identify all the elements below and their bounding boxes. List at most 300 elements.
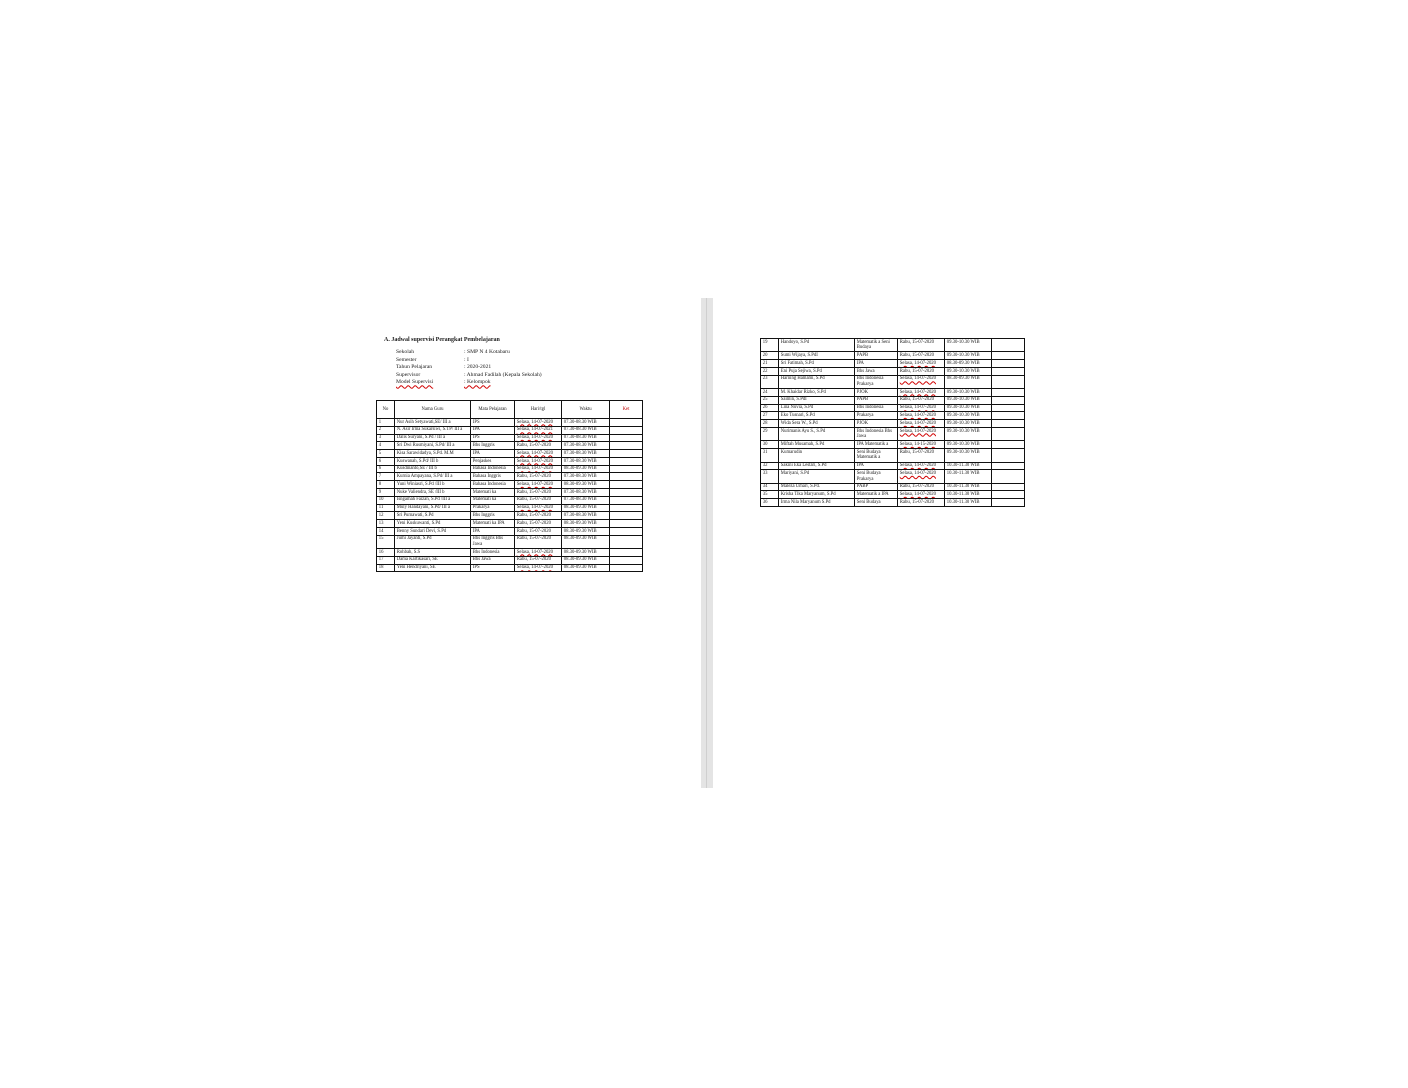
table-row	[377, 512, 643, 520]
table-row	[761, 412, 1025, 420]
table-row	[761, 420, 1025, 428]
cell-mapel-text: Matematik a IPA	[856, 492, 889, 498]
cell-nama-text: Rohbah, S.S	[396, 549, 421, 555]
cell-waktu	[945, 462, 992, 470]
cell-mapel	[471, 564, 515, 572]
cell-no-text: 19	[762, 339, 768, 345]
cell-hari	[515, 442, 562, 450]
cell-no-text: 35	[762, 492, 768, 498]
table-row	[761, 360, 1025, 368]
table-row	[377, 489, 643, 497]
table-row	[761, 404, 1025, 412]
cell-ket	[992, 367, 1025, 375]
cell-nama-text: Eni Puja Sejiwa, S.Pd	[780, 368, 822, 374]
cell-nama	[395, 549, 471, 557]
table-row	[761, 491, 1025, 499]
cell-nama	[395, 481, 471, 489]
table-row	[761, 462, 1025, 470]
cell-no	[761, 396, 779, 404]
cell-mapel-text: IPS	[472, 419, 480, 425]
cell-no-text: 33	[762, 470, 768, 476]
cell-no	[377, 465, 395, 473]
cell-ket	[992, 470, 1025, 483]
cell-hari-text: Selasa, 14-07-2020	[516, 565, 553, 571]
cell-hari	[515, 549, 562, 557]
cell-mapel	[855, 491, 898, 499]
cell-no	[377, 549, 395, 557]
cell-ket	[610, 520, 643, 528]
cell-waktu-text: 08.30-09.30 WIB	[563, 549, 597, 555]
table-row	[377, 434, 643, 442]
table-row	[377, 549, 643, 557]
cell-hari-text: Selasa, 14-07-2020	[899, 470, 936, 476]
cell-mapel	[855, 441, 898, 449]
cell-mapel-text: Bhs Inggris Bhs Jawa	[472, 536, 504, 547]
cell-hari	[515, 504, 562, 512]
cell-no-text: 8	[378, 481, 382, 487]
cell-no-text: 26	[762, 405, 768, 411]
cell-waktu-text: 08.30-09.30 WIB	[563, 536, 597, 542]
cell-hari	[898, 420, 945, 428]
document-page-left	[356, 330, 656, 770]
cell-nama-text: Benny Sundari Devi, S.Pd	[396, 528, 447, 534]
cell-mapel	[471, 489, 515, 497]
cell-waktu	[562, 450, 610, 458]
cell-mapel	[471, 496, 515, 504]
cell-mapel	[855, 412, 898, 420]
cell-nama	[395, 496, 471, 504]
cell-nama-text: Sumi Wijaya, S.PdI	[780, 352, 818, 358]
cell-no-text: 30	[762, 441, 768, 447]
cell-hari-text: Selasa, 14-07-2020	[899, 389, 936, 395]
cell-waktu-text: 09.30-10.30 WIB	[946, 397, 980, 403]
cell-waktu	[562, 426, 610, 434]
table-row	[761, 499, 1025, 507]
cell-no-text: 11	[378, 505, 384, 511]
cell-mapel-text: Seni Budaya Prakarya	[856, 470, 881, 482]
cell-no	[377, 535, 395, 548]
cell-nama	[779, 462, 855, 470]
cell-waktu-text: 08.30-09.30 WIB	[563, 520, 597, 526]
cell-mapel	[855, 367, 898, 375]
cell-nama	[779, 339, 855, 352]
cell-waktu-text: 10.30-11.30 WIB	[946, 463, 980, 469]
meta-row	[396, 379, 542, 387]
table-row	[377, 535, 643, 548]
cell-waktu	[562, 442, 610, 450]
cell-nama	[395, 520, 471, 528]
header-no: No	[377, 401, 395, 419]
cell-ket	[610, 496, 643, 504]
cell-waktu	[562, 434, 610, 442]
table-row	[761, 441, 1025, 449]
cell-mapel-text: PAPB	[856, 397, 869, 403]
cell-waktu	[945, 420, 992, 428]
cell-hari-text: Rabu, 15-07-2020	[516, 512, 551, 518]
cell-no	[761, 462, 779, 470]
cell-waktu-text: 08.30-09.30 WIB	[563, 466, 597, 472]
meta-value: : 2020-2021	[464, 364, 492, 371]
cell-hari	[898, 428, 945, 441]
meta-value: : Kelompok	[464, 379, 491, 386]
cell-nama	[395, 457, 471, 465]
cell-no	[761, 483, 779, 491]
cell-mapel-text: PJOK	[856, 389, 868, 395]
cell-waktu	[945, 441, 992, 449]
cell-no	[761, 441, 779, 449]
cell-no	[377, 426, 395, 434]
cell-hari	[515, 512, 562, 520]
cell-waktu-text: 08.30-09.30 WIB	[563, 565, 597, 571]
cell-hari	[898, 412, 945, 420]
meta-row	[396, 372, 542, 380]
cell-waktu	[945, 352, 992, 360]
cell-waktu-text: 08.30-09.30 WIB	[563, 557, 597, 563]
header-mata-pelajaran: Mata Pelajaran	[471, 401, 515, 419]
cell-mapel	[855, 396, 898, 404]
cell-hari	[515, 457, 562, 465]
cell-waktu	[562, 535, 610, 548]
cell-waktu-text: 07.30-08.30 WIB	[563, 512, 597, 518]
cell-nama-text: Harning Hamami, S.Pd	[780, 376, 825, 382]
cell-waktu-text: 08.30-09.30 WIB	[563, 481, 597, 487]
cell-hari-text: Selasa, 14-07-2020	[899, 463, 936, 469]
cell-waktu-text: 09.30-10.30 WIB	[946, 405, 980, 411]
table-row	[377, 564, 643, 572]
cell-hari	[515, 564, 562, 572]
cell-waktu	[945, 470, 992, 483]
cell-nama-text: M. Khaidar Rizko, S.Pd	[780, 389, 826, 395]
cell-mapel	[855, 462, 898, 470]
cell-waktu-text: 09.30-10.30 WIB	[946, 368, 980, 374]
cell-waktu-text: 09.30-10.30 WIB	[946, 413, 980, 419]
cell-hari-text: Rabu, 15-07-2020	[516, 536, 551, 542]
table-row	[377, 442, 643, 450]
cell-no	[377, 496, 395, 504]
cell-waktu	[945, 396, 992, 404]
table-row	[377, 426, 643, 434]
cell-nama-text: Kisa Sarawidadya, S.Pd. M.M	[396, 450, 454, 456]
cell-nama-text: Yeni Kuskuwanti, S.Pd	[396, 520, 441, 526]
cell-waktu	[945, 375, 992, 388]
cell-ket	[992, 404, 1025, 412]
cell-ket	[610, 419, 643, 427]
cell-ket	[610, 527, 643, 535]
cell-no	[377, 520, 395, 528]
meta-key: Supervisor	[396, 371, 421, 378]
cell-hari-text: Selasa, 14-15-2020	[899, 441, 936, 447]
cell-nama-text: Dalis Suryani, S.Pd / III a	[396, 435, 446, 441]
cell-ket	[992, 462, 1025, 470]
cell-mapel	[471, 465, 515, 473]
cell-nama-text: Yuni Winiasri, S.Pd /III b	[396, 481, 445, 487]
cell-hari	[898, 367, 945, 375]
table-row	[377, 504, 643, 512]
cell-waktu	[562, 549, 610, 557]
cell-ket	[992, 441, 1025, 449]
cell-hari-text: Rabu, 15-07-2020	[516, 557, 551, 563]
cell-hari-text: Rabu, 15-07-2020	[899, 449, 934, 455]
cell-mapel-text: Bhs Jawa	[856, 368, 875, 374]
cell-nama	[779, 483, 855, 491]
cell-no	[377, 512, 395, 520]
cell-nama-text: Kurnia Ampayana, S.Pd/ III a	[396, 474, 453, 480]
cell-ket	[610, 535, 643, 548]
cell-nama-text: Yeni Hendriyani, SE	[396, 565, 436, 571]
cell-no-text: 2	[378, 427, 382, 433]
cell-no-text: 28	[762, 420, 768, 426]
cell-nama-text: Mariyani, S.Pd	[780, 470, 810, 476]
table-row	[761, 483, 1025, 491]
cell-no-text: 6	[378, 458, 382, 464]
cell-hari-text: Rabu, 15-07-2020	[516, 520, 551, 526]
cell-no	[761, 360, 779, 368]
cell-nama-text: Saimin, S.PdI	[780, 397, 807, 403]
table-row	[377, 465, 643, 473]
cell-mapel-text: Bhs Indonesia Prakarya	[856, 376, 884, 387]
cell-waktu-text: 07.30-08.30 WIB	[563, 450, 597, 456]
cell-no-text: 1	[378, 419, 382, 425]
table-row	[377, 496, 643, 504]
cell-hari	[898, 396, 945, 404]
cell-no-text: 24	[762, 389, 768, 395]
header-nama-guru: Nama Guru	[395, 401, 471, 419]
cell-waktu	[562, 556, 610, 564]
cell-waktu-text: 09.30-10.30 WIB	[946, 352, 980, 358]
cell-hari-text: Selasa, 14-07-2020	[516, 481, 553, 487]
cell-mapel-text: PABP	[856, 484, 869, 490]
cell-waktu	[945, 404, 992, 412]
cell-mapel-text: PJOK	[856, 420, 868, 426]
table-row	[377, 457, 643, 465]
cell-waktu	[945, 412, 992, 420]
cell-mapel-text: IPS	[472, 435, 480, 441]
meta-row	[396, 357, 542, 365]
table-row	[377, 527, 643, 535]
cell-mapel	[855, 470, 898, 483]
cell-hari-text: Selasa, 14-07-2020	[516, 419, 553, 425]
cell-mapel	[855, 483, 898, 491]
cell-mapel	[471, 481, 515, 489]
table-row	[761, 375, 1025, 388]
cell-waktu-text: 07.30-08.30 WIB	[563, 458, 597, 464]
cell-nama-text: Kumarudin	[780, 449, 803, 455]
cell-ket	[992, 389, 1025, 397]
table-row	[761, 428, 1025, 441]
table-row	[761, 339, 1025, 352]
cell-no-text: 5	[378, 450, 382, 456]
cell-no-text: 14	[378, 528, 384, 534]
cell-no	[377, 564, 395, 572]
table-row	[377, 520, 643, 528]
cell-hari	[515, 481, 562, 489]
cell-mapel	[471, 549, 515, 557]
cell-ket	[610, 465, 643, 473]
cell-hari-text: Selasa, 14-07-2020	[899, 405, 936, 411]
cell-waktu	[562, 520, 610, 528]
cell-nama	[395, 504, 471, 512]
cell-waktu	[562, 481, 610, 489]
cell-ket	[992, 360, 1025, 368]
schedule-metadata	[396, 349, 542, 387]
cell-hari	[515, 527, 562, 535]
cell-hari-text: Selasa, 14-07-2020	[899, 413, 936, 419]
cell-hari	[898, 483, 945, 491]
cell-no	[761, 420, 779, 428]
cell-ket	[610, 426, 643, 434]
cell-mapel-text: Penjaskes	[472, 458, 492, 464]
cell-nama-text: Sakini Eka Lestari, S.Pd	[780, 463, 827, 469]
cell-no	[377, 442, 395, 450]
cell-mapel-text: IPA	[856, 463, 864, 469]
cell-nama-text: Kusdinanto,SE / III b	[396, 466, 437, 472]
cell-nama-text: Miftah Musamah, S.Pd	[780, 441, 825, 447]
cell-mapel-text: Bahasa Indonesia	[472, 481, 506, 487]
cell-waktu	[562, 512, 610, 520]
meta-row	[396, 364, 542, 372]
table-row	[761, 470, 1025, 483]
cell-nama	[779, 441, 855, 449]
cell-ket	[610, 556, 643, 564]
cell-hari	[898, 470, 945, 483]
cell-hari-text: Rabu, 15-07-2020	[899, 397, 934, 403]
cell-waktu-text: 08.30-09.30 WIB	[563, 505, 597, 511]
cell-waktu-text: 07.30-08.30 WIB	[563, 442, 597, 448]
cell-no-text: 15	[378, 536, 384, 542]
cell-mapel	[471, 473, 515, 481]
cell-mapel-text: Bhs Indonesia Bhs Jawa	[856, 428, 892, 440]
cell-nama	[395, 489, 471, 497]
cell-hari	[898, 449, 945, 462]
cell-hari-text: Selasa, 14-07-2020	[516, 549, 553, 555]
cell-mapel-text: Bhs Inggris	[472, 512, 495, 518]
table-row	[377, 419, 643, 427]
cell-hari-text: Selasa, 14-07-2021	[516, 427, 553, 433]
cell-ket	[610, 481, 643, 489]
cell-no	[761, 367, 779, 375]
cell-no	[377, 450, 395, 458]
cell-ket	[610, 442, 643, 450]
cell-hari	[898, 352, 945, 360]
cell-mapel-text: Prakarya	[856, 413, 874, 419]
header-waktu: Waktu	[562, 401, 610, 419]
cell-waktu-text: 08.30-09.30 WIB	[946, 376, 980, 382]
meta-value: : Ahmad Fadilah (Kepala Sekolah)	[464, 371, 542, 378]
cell-hari-text: Selasa, 14-07-2020	[516, 466, 553, 472]
cell-hari	[515, 426, 562, 434]
table-header-row	[377, 401, 643, 419]
cell-waktu	[562, 419, 610, 427]
cell-waktu	[945, 360, 992, 368]
cell-ket	[992, 499, 1025, 507]
cell-waktu	[562, 496, 610, 504]
section-heading: A. Jadwal supervisi Perangkat Pembelajaran	[384, 337, 500, 343]
cell-hari-text: Rabu, 15-07-2020	[899, 352, 934, 358]
cell-ket	[610, 504, 643, 512]
meta-row	[396, 349, 542, 357]
cell-waktu-text: 09.30-10.30 WIB	[946, 389, 980, 395]
meta-value: : I	[464, 356, 469, 363]
cell-waktu-text: 08.30-09.30 WIB	[946, 360, 980, 366]
cell-mapel	[855, 404, 898, 412]
cell-mapel-text: Bhs Indonesia	[856, 405, 884, 411]
cell-mapel-text: Matemati ka IPA	[472, 520, 505, 526]
cell-nama-text: Nuke Valiendra, SE /III b	[396, 489, 445, 495]
meta-key: Tahun Pelajaran	[396, 364, 433, 371]
cell-mapel	[855, 389, 898, 397]
cell-mapel-text: Seni Budaya Matematik a	[856, 449, 881, 461]
cell-ket	[610, 434, 643, 442]
cell-no	[377, 504, 395, 512]
cell-ket	[992, 449, 1025, 462]
cell-no-text: 29	[762, 428, 768, 434]
table-row	[761, 396, 1025, 404]
cell-nama	[395, 512, 471, 520]
cell-waktu-text: 09.30-10.30 WIB	[946, 420, 980, 426]
cell-nama	[779, 428, 855, 441]
cell-hari	[515, 496, 562, 504]
cell-waktu-text: 08.30-09.30 WIB	[563, 528, 597, 534]
cell-no-text: 9	[378, 489, 382, 495]
cell-nama-text: Dama Kartikasari, SE	[396, 557, 438, 563]
cell-mapel-text: Matemati ka	[472, 497, 497, 503]
cell-nama	[395, 442, 471, 450]
cell-hari	[515, 489, 562, 497]
cell-nama	[779, 352, 855, 360]
page-divider	[701, 298, 713, 788]
cell-nama	[395, 527, 471, 535]
cell-hari-text: Rabu, 15-07-2020	[899, 339, 934, 345]
cell-no-text: 34	[762, 484, 768, 490]
cell-mapel	[471, 535, 515, 548]
cell-no	[761, 412, 779, 420]
cell-mapel	[855, 352, 898, 360]
cell-waktu	[945, 499, 992, 507]
cell-mapel-text: Bhs Inggris	[472, 442, 495, 448]
cell-mapel	[855, 499, 898, 507]
cell-no-text: 21	[762, 360, 768, 366]
cell-nama	[395, 434, 471, 442]
cell-ket	[992, 396, 1025, 404]
cell-nama	[779, 389, 855, 397]
cell-mapel-text: Bahasa Inggris	[472, 474, 501, 480]
table-row	[761, 352, 1025, 360]
cell-waktu	[562, 489, 610, 497]
cell-ket	[610, 473, 643, 481]
cell-mapel	[471, 457, 515, 465]
cell-waktu	[562, 457, 610, 465]
cell-ket	[610, 450, 643, 458]
cell-no-text: 32	[762, 463, 768, 469]
cell-hari-text: Selasa, 14-07-2020	[516, 435, 553, 441]
cell-hari-text: Selasa, 14-07-2020	[516, 505, 553, 511]
cell-hari-text: Rabu, 15-07-2020	[516, 489, 551, 495]
cell-mapel-text: Bhs Jawa	[472, 557, 491, 563]
cell-waktu	[945, 491, 992, 499]
cell-nama-text: Jumi Jayanti, S.Pd	[396, 536, 432, 542]
cell-nama	[779, 470, 855, 483]
cell-mapel-text: IPA	[856, 360, 864, 366]
cell-no	[377, 473, 395, 481]
cell-nama-text: Eko Tusnari, S.Pd	[780, 413, 815, 419]
cell-nama	[779, 491, 855, 499]
cell-nama-text: Isngamah Faizah, S.Pd /III a	[396, 497, 451, 503]
cell-mapel	[471, 426, 515, 434]
cell-no	[761, 491, 779, 499]
cell-hari	[898, 404, 945, 412]
cell-ket	[610, 564, 643, 572]
cell-mapel-text: IPA	[472, 427, 480, 433]
